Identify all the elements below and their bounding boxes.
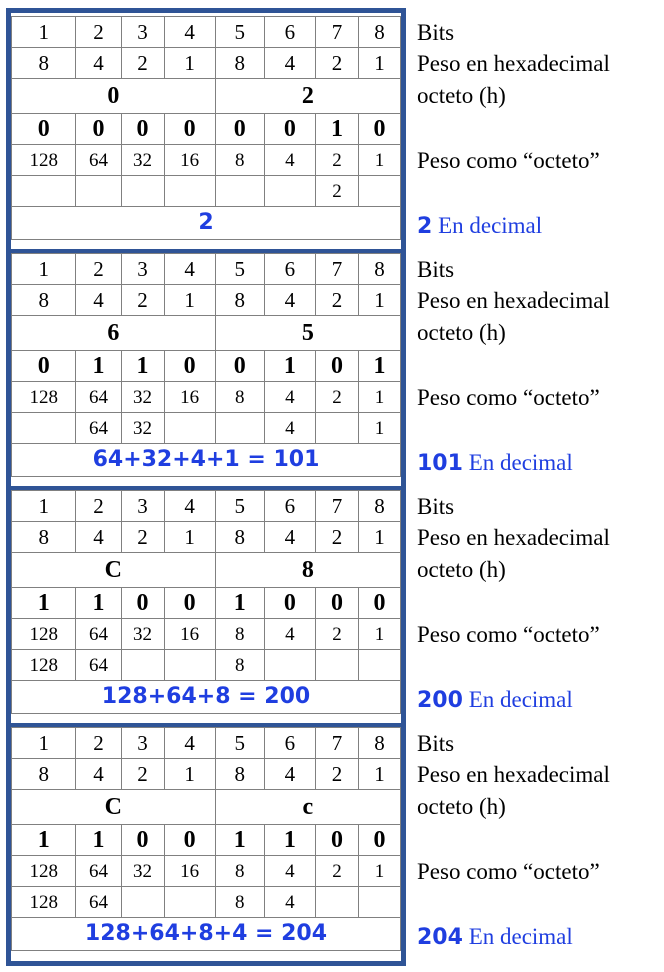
hex-weight-cell: 8 <box>12 48 76 79</box>
binary-digit-cell: 1 <box>76 825 121 856</box>
binary-digit-cell: 0 <box>76 114 121 145</box>
table-row <box>12 790 401 825</box>
binary-digit-cell: 0 <box>121 825 164 856</box>
table-row <box>12 413 401 444</box>
table-row <box>12 114 401 145</box>
table-row <box>12 382 401 413</box>
decimal-sum-cell: 2 <box>12 207 401 240</box>
selected-weight-cell <box>264 176 315 207</box>
hex-digit-cell: 0 <box>12 79 216 114</box>
binary-digit-cell: 0 <box>164 825 215 856</box>
bit-position-cell: 8 <box>358 254 400 285</box>
binary-digit-cell: 0 <box>264 588 315 619</box>
selected-weight-cell <box>358 887 400 918</box>
hex-weight-cell: 4 <box>76 48 121 79</box>
octet-weight-label: Peso como “octeto” <box>417 859 600 884</box>
table-row <box>12 17 401 48</box>
octet-weight-cell: 64 <box>76 382 121 413</box>
hex-weight-cell: 4 <box>76 285 121 316</box>
binary-digit-cell: 1 <box>264 351 315 382</box>
table-row <box>12 553 401 588</box>
decimal-value: 2 <box>417 214 433 239</box>
bits-label: Bits <box>417 20 455 45</box>
table-row <box>12 176 401 207</box>
table-row <box>12 351 401 382</box>
bit-position-cell: 4 <box>164 254 215 285</box>
octet-weight-label: Peso como “octeto” <box>417 622 600 647</box>
octet-weight-cell: 8 <box>215 382 264 413</box>
selected-weight-cell: 2 <box>315 176 358 207</box>
selected-weight-cell <box>76 176 121 207</box>
octet-weight-cell: 64 <box>76 619 121 650</box>
hex-weight-cell: 1 <box>164 285 215 316</box>
binary-digit-cell: 0 <box>121 114 164 145</box>
octet-weight-cell: 64 <box>76 856 121 887</box>
selected-weight-cell <box>12 413 76 444</box>
hex-weight-cell: 2 <box>315 759 358 790</box>
hex-weight-cell: 4 <box>264 522 315 553</box>
hex-weight-cell: 1 <box>358 522 400 553</box>
table-row <box>12 491 401 522</box>
selected-weight-cell: 128 <box>12 650 76 681</box>
table-row <box>12 887 401 918</box>
selected-weight-cell <box>315 887 358 918</box>
decimal-sum-cell: 128+64+8 = 200 <box>12 681 401 714</box>
hex-weight-label: Peso en hexadecimal <box>417 525 610 550</box>
hex-weight-cell: 8 <box>215 285 264 316</box>
hex-weight-cell: 8 <box>215 759 264 790</box>
hex-weight-cell: 8 <box>215 48 264 79</box>
hex-weight-cell: 1 <box>164 759 215 790</box>
hex-weight-cell: 4 <box>76 522 121 553</box>
bit-position-cell: 1 <box>12 728 76 759</box>
selected-weight-cell <box>358 176 400 207</box>
selected-weight-cell <box>121 650 164 681</box>
octet-h-label: octeto (h) <box>417 794 506 819</box>
selected-weight-cell <box>164 650 215 681</box>
octet-weight-cell: 32 <box>121 145 164 176</box>
octet-weight-cell: 16 <box>164 382 215 413</box>
octet-weight-cell: 8 <box>215 145 264 176</box>
conversion-table <box>11 16 401 240</box>
decimal-value: 204 <box>417 925 463 950</box>
hex-weight-cell: 2 <box>121 522 164 553</box>
conversion-block-3 <box>11 490 401 724</box>
octet-weight-cell: 1 <box>358 619 400 650</box>
decimal-value: 200 <box>417 688 463 713</box>
selected-weight-cell: 64 <box>76 413 121 444</box>
hex-weight-cell: 1 <box>164 48 215 79</box>
conversion-block-4 <box>11 727 401 961</box>
bit-position-cell: 4 <box>164 17 215 48</box>
bit-position-cell: 6 <box>264 17 315 48</box>
hex-digit-cell: 2 <box>215 79 400 114</box>
hex-weight-cell: 2 <box>121 48 164 79</box>
table-row <box>12 444 401 477</box>
hex-weight-cell: 2 <box>121 759 164 790</box>
hex-weight-cell: 1 <box>358 285 400 316</box>
selected-weight-cell <box>315 650 358 681</box>
selected-weight-cell <box>215 413 264 444</box>
table-row <box>12 145 401 176</box>
binary-digit-cell: 0 <box>164 588 215 619</box>
hex-weight-cell: 4 <box>264 759 315 790</box>
hex-weight-cell: 4 <box>264 48 315 79</box>
conversion-table <box>11 490 401 714</box>
bit-position-cell: 5 <box>215 254 264 285</box>
table-row <box>12 825 401 856</box>
bit-position-cell: 1 <box>12 491 76 522</box>
selected-weight-cell: 8 <box>215 650 264 681</box>
binary-digit-cell: 0 <box>315 351 358 382</box>
table-row <box>12 316 401 351</box>
binary-digit-cell: 0 <box>12 351 76 382</box>
table-row <box>12 918 401 951</box>
octet-weight-cell: 128 <box>12 382 76 413</box>
bit-position-cell: 5 <box>215 728 264 759</box>
hex-weight-label: Peso en hexadecimal <box>417 288 610 313</box>
bit-position-cell: 2 <box>76 491 121 522</box>
bit-position-cell: 3 <box>121 491 164 522</box>
bit-position-cell: 7 <box>315 254 358 285</box>
binary-digit-cell: 0 <box>315 825 358 856</box>
octet-weight-cell: 32 <box>121 382 164 413</box>
bit-position-cell: 3 <box>121 728 164 759</box>
hex-digit-cell: 6 <box>12 316 216 351</box>
hex-digit-cell: C <box>12 790 216 825</box>
table-row <box>12 856 401 887</box>
hex-weight-cell: 2 <box>121 285 164 316</box>
hex-digit-cell: c <box>215 790 400 825</box>
binary-digit-cell: 0 <box>358 114 400 145</box>
binary-digit-cell: 1 <box>264 825 315 856</box>
binary-digit-cell: 1 <box>215 588 264 619</box>
table-row <box>12 588 401 619</box>
bit-position-cell: 7 <box>315 17 358 48</box>
decimal-suffix: En decimal <box>462 687 573 712</box>
octet-weight-cell: 4 <box>264 382 315 413</box>
selected-weight-cell: 64 <box>76 650 121 681</box>
octet-weight-cell: 32 <box>121 856 164 887</box>
bit-position-cell: 4 <box>164 491 215 522</box>
decimal-value: 101 <box>417 451 463 476</box>
binary-digit-cell: 0 <box>264 114 315 145</box>
hex-weight-cell: 2 <box>315 285 358 316</box>
hex-weight-cell: 8 <box>215 522 264 553</box>
binary-digit-cell: 0 <box>121 588 164 619</box>
octet-h-label: octeto (h) <box>417 557 506 582</box>
octet-weight-cell: 32 <box>121 619 164 650</box>
octet-weight-cell: 1 <box>358 856 400 887</box>
conversion-block-1 <box>11 16 401 250</box>
binary-digit-cell: 0 <box>358 825 400 856</box>
bit-position-cell: 8 <box>358 17 400 48</box>
decimal-result-label <box>417 687 573 713</box>
selected-weight-cell <box>121 887 164 918</box>
decimal-sum-cell: 128+64+8+4 = 204 <box>12 918 401 951</box>
bit-position-cell: 7 <box>315 728 358 759</box>
binary-digit-cell: 1 <box>215 825 264 856</box>
binary-digit-cell: 0 <box>215 114 264 145</box>
hex-weight-cell: 4 <box>264 285 315 316</box>
selected-weight-cell: 128 <box>12 887 76 918</box>
hex-weight-label: Peso en hexadecimal <box>417 51 610 76</box>
selected-weight-cell: 32 <box>121 413 164 444</box>
octet-weight-cell: 1 <box>358 145 400 176</box>
bit-position-cell: 3 <box>121 17 164 48</box>
octet-weight-cell: 4 <box>264 619 315 650</box>
bit-position-cell: 6 <box>264 728 315 759</box>
hex-weight-cell: 4 <box>76 759 121 790</box>
conversion-block-2 <box>11 253 401 487</box>
table-row <box>12 619 401 650</box>
decimal-suffix: En decimal <box>432 213 543 238</box>
octet-weight-cell: 128 <box>12 145 76 176</box>
conversion-table <box>11 727 401 951</box>
octet-weight-cell: 4 <box>264 856 315 887</box>
octet-weight-cell: 8 <box>215 619 264 650</box>
hex-weight-cell: 1 <box>358 759 400 790</box>
table-row <box>12 285 401 316</box>
bit-position-cell: 6 <box>264 491 315 522</box>
selected-weight-cell: 4 <box>264 887 315 918</box>
hex-weight-cell: 2 <box>315 522 358 553</box>
binary-digit-cell: 1 <box>12 825 76 856</box>
octet-weight-cell: 4 <box>264 145 315 176</box>
octet-weight-cell: 16 <box>164 856 215 887</box>
octet-weight-cell: 128 <box>12 856 76 887</box>
bit-position-cell: 8 <box>358 728 400 759</box>
bits-label: Bits <box>417 731 455 756</box>
selected-weight-cell <box>315 413 358 444</box>
binary-digit-cell: 1 <box>76 351 121 382</box>
binary-digit-cell: 1 <box>315 114 358 145</box>
hex-digit-cell: 8 <box>215 553 400 588</box>
octet-weight-cell: 2 <box>315 145 358 176</box>
selected-weight-cell: 8 <box>215 887 264 918</box>
bit-position-cell: 1 <box>12 254 76 285</box>
bits-label: Bits <box>417 494 455 519</box>
binary-digit-cell: 0 <box>164 114 215 145</box>
binary-digit-cell: 1 <box>12 588 76 619</box>
selected-weight-cell <box>164 413 215 444</box>
bit-position-cell: 2 <box>76 17 121 48</box>
octet-weight-cell: 16 <box>164 145 215 176</box>
hex-weight-cell: 1 <box>358 48 400 79</box>
octet-weight-cell: 8 <box>215 856 264 887</box>
octet-weight-label: Peso como “octeto” <box>417 385 600 410</box>
decimal-suffix: En decimal <box>462 450 573 475</box>
bit-position-cell: 3 <box>121 254 164 285</box>
binary-digit-cell: 0 <box>358 588 400 619</box>
selected-weight-cell: 64 <box>76 887 121 918</box>
table-row <box>12 650 401 681</box>
table-row <box>12 254 401 285</box>
table-row <box>12 207 401 240</box>
bit-position-cell: 6 <box>264 254 315 285</box>
conversion-table <box>11 253 401 477</box>
selected-weight-cell <box>12 176 76 207</box>
octet-h-label: octeto (h) <box>417 320 506 345</box>
selected-weight-cell <box>164 887 215 918</box>
table-row <box>12 681 401 714</box>
bit-position-cell: 2 <box>76 254 121 285</box>
octet-weight-cell: 1 <box>358 382 400 413</box>
selected-weight-cell <box>121 176 164 207</box>
decimal-result-label <box>417 213 542 239</box>
hex-weight-cell: 2 <box>315 48 358 79</box>
selected-weight-cell <box>215 176 264 207</box>
table-row <box>12 48 401 79</box>
binary-digit-cell: 0 <box>12 114 76 145</box>
binary-digit-cell: 0 <box>164 351 215 382</box>
hex-digit-cell: C <box>12 553 216 588</box>
octet-weight-cell: 2 <box>315 619 358 650</box>
table-row <box>12 79 401 114</box>
bit-position-cell: 5 <box>215 17 264 48</box>
bit-position-cell: 8 <box>358 491 400 522</box>
selected-weight-cell <box>164 176 215 207</box>
bit-position-cell: 2 <box>76 728 121 759</box>
decimal-sum-cell: 64+32+4+1 = 101 <box>12 444 401 477</box>
decimal-result-label <box>417 924 573 950</box>
octet-h-label: octeto (h) <box>417 83 506 108</box>
bit-position-cell: 1 <box>12 17 76 48</box>
hex-weight-cell: 8 <box>12 759 76 790</box>
selected-weight-cell: 4 <box>264 413 315 444</box>
octet-weight-cell: 2 <box>315 856 358 887</box>
selected-weight-cell <box>264 650 315 681</box>
bit-position-cell: 7 <box>315 491 358 522</box>
octet-weight-cell: 2 <box>315 382 358 413</box>
hex-digit-cell: 5 <box>215 316 400 351</box>
selected-weight-cell <box>358 650 400 681</box>
table-row <box>12 759 401 790</box>
decimal-result-label <box>417 450 573 476</box>
bit-position-cell: 5 <box>215 491 264 522</box>
table-row <box>12 728 401 759</box>
octet-weight-cell: 64 <box>76 145 121 176</box>
octet-weight-label: Peso como “octeto” <box>417 148 600 173</box>
octet-weight-cell: 16 <box>164 619 215 650</box>
binary-digit-cell: 1 <box>121 351 164 382</box>
binary-digit-cell: 0 <box>215 351 264 382</box>
hex-weight-label: Peso en hexadecimal <box>417 762 610 787</box>
hex-weight-cell: 8 <box>12 522 76 553</box>
hex-weight-cell: 8 <box>12 285 76 316</box>
hex-weight-cell: 1 <box>164 522 215 553</box>
octet-weight-cell: 128 <box>12 619 76 650</box>
binary-digit-cell: 0 <box>315 588 358 619</box>
bit-position-cell: 4 <box>164 728 215 759</box>
table-row <box>12 522 401 553</box>
selected-weight-cell: 1 <box>358 413 400 444</box>
binary-digit-cell: 1 <box>358 351 400 382</box>
decimal-suffix: En decimal <box>462 924 573 949</box>
binary-digit-cell: 1 <box>76 588 121 619</box>
bits-label: Bits <box>417 257 455 282</box>
